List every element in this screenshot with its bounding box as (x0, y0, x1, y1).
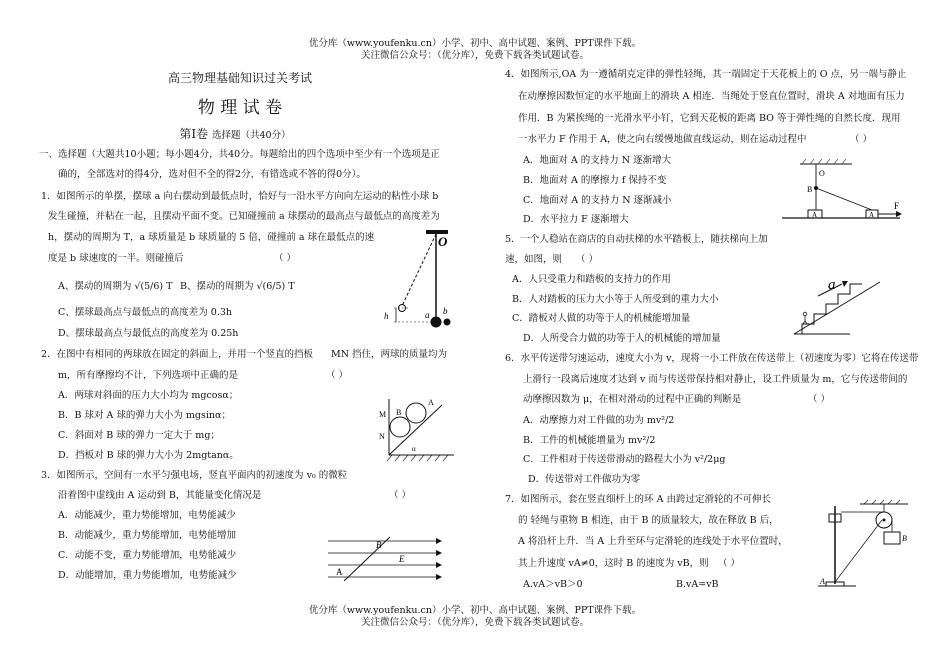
q4-line-1: 4．如图所示,OA 为一遵循胡克定律的弹性轻绳，其一端固定于天花板上的 O 点，另一端与静止 (505, 69, 907, 80)
q6-option-d: D．传送带对工件做功为零 (528, 474, 641, 485)
q5-option-c: C．踏板对人做的功等于人的机械能增加量 (512, 313, 691, 324)
instructions-line-2: 确的，全部选对的得4分，选对但不全的得2分，有错选或不答的得0分）。 (58, 169, 366, 180)
q1-option-b: B、摆动的周期为 √(6/5) T (180, 281, 295, 292)
slope-label-n: N (379, 432, 385, 441)
q2-option-a: A．两球对斜面的压力大小均为 mgcosα； (58, 390, 239, 401)
q4-line-3: 作用．B 为紧挨绳的一光滑水平小钉，它到天花板的距离 BO 等于弹性绳的自然长度．现用 (518, 113, 901, 124)
q2-line-2: m，所有摩擦均不计，下列选项中正确的是 (58, 370, 239, 381)
q7-bracket: （ ） (718, 558, 741, 569)
header-line-1: 优分库（www.youfenku.cn）小学、初中、高中试题、案例、PPT课件下载。 (308, 38, 642, 49)
q6-line-1: 6．水平传送带匀速运动，速度大小为 v，现将一小工件放在传送带上（初速度为零）它将在传送带 (505, 353, 919, 364)
part-note: 选择题（共40分） (211, 130, 291, 141)
q6-option-a: A．动摩擦力对工件做的功为 mv²/2 (523, 415, 675, 426)
q1-option-c: C、摆球最高点与最低点的高度差为 0.3h (58, 307, 233, 318)
field-label-b: B (376, 540, 382, 550)
slope-label-m: M (379, 410, 387, 419)
footer-line-1: 优分库（www.youfenku.cn）小学、初中、高中试题、案例、PPT课件下载。 (308, 605, 642, 616)
q1-line-2: 发生碰撞，并粘在一起，且摆动平面不变。已知碰撞前 a 球摆动的最高点与最低点的高度差为 (48, 211, 440, 222)
q4-option-d: D．水平拉力 F 逐渐增大 (523, 214, 629, 225)
field-label-e: E (399, 554, 405, 564)
footer-line-2: 关注微信公众号：（优分库），免费下载各类试题试卷。 (360, 617, 589, 628)
q5-line-2: 速，如图，则 (505, 254, 563, 265)
pendulum-label-b: b (443, 306, 448, 316)
q1-option-a: A、摆动的周期为 √(5/6) T (58, 281, 173, 292)
q4-option-b: B．地面对 A 的摩擦力 f 保持不变 (523, 175, 667, 186)
q7-line-1: 7．如图所示，套在竖直细杆上的环 A 由跨过定滑轮的不可伸长 (505, 494, 771, 505)
q2-option-b: B．B 球对 A 球的弹力大小为 mgsinα； (58, 410, 231, 421)
q1-bracket: （ ） (274, 253, 297, 264)
q6-option-b: B．工件的机械能增量为 mv²/2 (523, 435, 656, 446)
pulley-label-a: A (820, 577, 825, 586)
q2-bracket: （ ） (326, 370, 349, 381)
q1-line-3: h，摆动的周期为 T，a 球质量是 b 球质量的 5 倍，碰撞前 a 球在最低点的速 (48, 232, 375, 243)
q3-option-d: D．动能增加，重力势能增加，电势能减少 (58, 570, 237, 581)
slope-label-a: A (428, 398, 434, 407)
q5-bracket: （ ） (576, 254, 599, 265)
slope-label-b: B (396, 408, 402, 417)
q7-line-4: 其上升速度 vA≠0，这时 B 的速度为 vB，则 (518, 558, 709, 569)
pendulum-figure (378, 222, 458, 330)
q2-line-1b: MN 挡住，两球的质量均为 (331, 349, 448, 360)
page-footer (0, 605, 950, 629)
exam-subtitle: 物 理 试 卷 (197, 98, 283, 118)
pulley-label-b: B (902, 534, 907, 543)
pendulum-label-o: O (438, 234, 448, 249)
q4-option-a: A．地面对 A 的支持力 N 逐渐增大 (523, 155, 672, 166)
q3-line-2: 沿着图中虚线由 A 运动到 B，其能量变化情况是 (58, 490, 262, 501)
q1-line-1: 1．如图所示的单摆，摆球 a 向右摆动到最低点时，恰好与一沿水平方向向左运动的粘性小球 b (41, 191, 439, 202)
q7-line-2: 的 轻绳与重物 B 相连，由于 B 的质量较大，故在释放 B 后， (518, 515, 779, 526)
q5-option-a: A．人只受重力和踏板的支持力的作用 (512, 274, 671, 285)
q6-line-3: 动摩擦因数为 μ，在相对滑动的过程中正确的判断是 (523, 394, 742, 405)
q5-option-b: B．人对踏板的压力大小等于人所受到的重力大小 (512, 294, 719, 305)
q6-bracket: （ ） (808, 394, 831, 405)
q6-line-2: 上滑行一段离后速度才达到 v 而与传送带保持相对静止，设工件质量为 m，它与传送带间的 (523, 374, 908, 385)
part-heading (160, 125, 310, 142)
rope-label-o: O (819, 169, 825, 178)
q3-option-c: C．动能不变，重力势能增加，电势能减少 (58, 550, 237, 561)
q4-bracket: （ ） (850, 134, 873, 145)
q7-line-3: A 将沿杆上升．当 A 上升至环与定滑轮的连线处于水平位置时， (518, 536, 788, 547)
escalator-label-a: a (828, 277, 836, 293)
rope-label-f: F (894, 201, 900, 211)
field-figure (326, 535, 442, 585)
q5-line-1: 5．一个人稳站在商店的自动扶梯的水平踏板上，随扶梯向上加 (505, 234, 768, 245)
page-header (0, 38, 950, 62)
header-line-2: 关注微信公众号：（优分库），免费下载各类试题试卷。 (360, 50, 589, 61)
q3-option-b: B．动能减少，重力势能增加，电势能增加 (58, 530, 236, 541)
escalator-figure (792, 272, 886, 338)
q4-line-2: 在动摩擦因数恒定的水平地面上的滑块 A 相连．当绳处于竖直位置时，滑块 A 对地面有压力 (518, 91, 905, 102)
q3-option-a: A．动能减少，重力势能增加，电势能减少 (58, 510, 236, 521)
q3-line-1: 3．如图所示，空间有一水平匀强电场，竖直平面内的初速度为 v₀ 的微粒 (41, 470, 348, 481)
pendulum-label-h: h (384, 311, 389, 321)
q2-option-c: C．斜面对 B 球的弹力一定大于 mg； (58, 430, 220, 441)
field-label-a: A (336, 567, 343, 577)
pendulum-label-a: a (425, 310, 430, 320)
exam-title: 高三物理基础知识过关考试 (167, 71, 312, 85)
part-title: 第Ⅰ卷 (179, 127, 209, 141)
q7-option-a: A.vA＞vB＞0 (523, 579, 583, 590)
q4-option-c: C．地面对 A 的支持力 N 逐渐减小 (523, 195, 672, 206)
q1-line-4: 度是 b 球速度的一半。则碰撞后 (48, 253, 184, 264)
q7-option-b: B.vA=vB (676, 579, 719, 590)
q5-option-d: D．人所受合力做的功等于人的机械能的增加量 (523, 333, 721, 344)
rope-label-a2: A (869, 211, 875, 219)
rope-figure (780, 158, 904, 224)
q2-option-d: D．挡板对 B 球的弹力大小为 2mgtanα。 (58, 450, 239, 461)
q1-option-d: D、摆球最高点与最低点的高度差为 0.25h (58, 328, 239, 339)
q6-option-c: C．工件相对于传送带滑动的路程大小为 v²/2μg (523, 454, 726, 465)
rope-label-a1: A (812, 211, 818, 219)
q3-bracket: （ ） (389, 490, 412, 501)
q2-line-1a: 2．在图中有相同的两球放在固定的斜面上，并用一个竖直的挡板 (41, 349, 314, 360)
q4-line-4: 一水平力 F 作用于 A，使之向右缓慢地做直线运动，则在运动过程中 (518, 134, 807, 145)
slope-label-alpha: α (412, 445, 416, 453)
instructions-line-1: 一、选择题（大题共10小题；每小题4分，共40分。每题给出的四个选项中至少有一个选项是正 (39, 149, 440, 160)
pulley-figure (816, 500, 912, 590)
slope-figure (372, 393, 462, 465)
rope-label-b: B (807, 185, 813, 194)
